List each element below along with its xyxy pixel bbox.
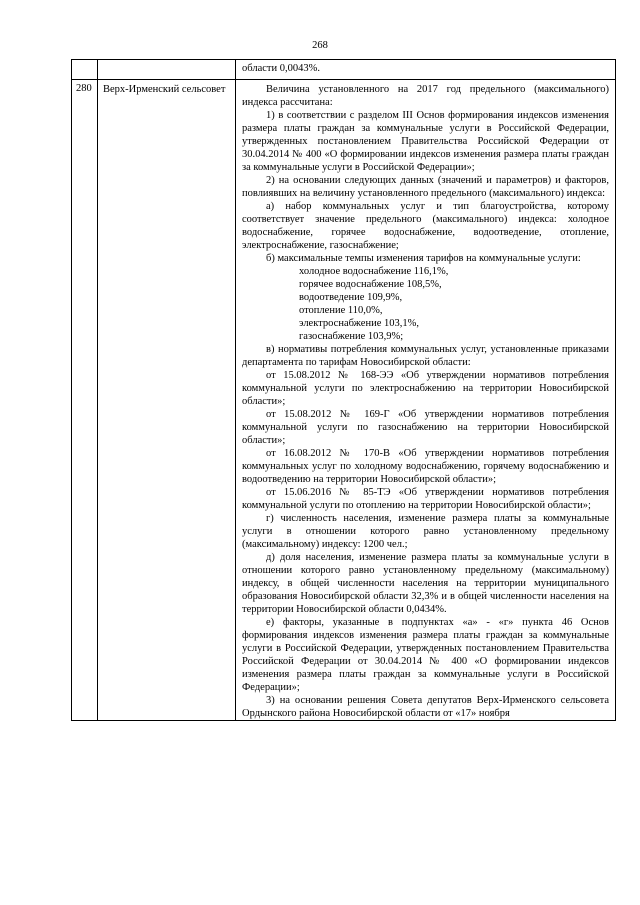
tariff-list-item: горячее водоснабжение 108,5%, bbox=[299, 279, 442, 290]
content-cell bbox=[236, 80, 616, 721]
content-paragraph: в) нормативы потребления коммунальных услуг, установленные приказами департамента по тарифам Новосибирской области: bbox=[242, 344, 609, 368]
settlement-cell: Верх-Ирменский сельсовет bbox=[98, 80, 236, 721]
tariff-list-item: холодное водоснабжение 116,1%, bbox=[299, 266, 449, 277]
content-paragraph: от 15.06.2016 № 85-ТЭ «Об утверждении нормативов потребления коммунальной услуги по отоплению на территории Новосибирской области»; bbox=[242, 487, 609, 511]
content-paragraph: от 15.08.2012 № 168-ЭЭ «Об утверждении нормативов потребления коммунальной услуги по электроснабжению на территории Новосибирской области»; bbox=[242, 370, 609, 407]
content-paragraph: 1) в соответствии с разделом III Основ формирования индексов изменения размера платы граждан за коммунальные услуги в Российской Федерации, утвержденных постановлением Правительства Российской Федерации от 30.04.2014 № 400 «О формировании индексов изменения размера платы граждан за коммунальные услуги в Российской Федерации»; bbox=[242, 110, 609, 173]
content-paragraph: 2) на основании следующих данных (значений и параметров) и факторов, повлиявших на величину установленного предельного (максимального) индекса: bbox=[242, 175, 609, 199]
content-cell bbox=[236, 60, 616, 80]
content-paragraph: а) набор коммунальных услуг и тип благоустройства, которому соответствует значение предельного (максимального) индекса: холодное водоснабжение, горячее водоснабжение, водоотведение, отопление, электроснабжение, газоснабжение; bbox=[242, 201, 609, 251]
tariff-list-item: отопление 110,0%, bbox=[299, 305, 383, 316]
content-paragraph: области 0,0043%. bbox=[242, 63, 320, 74]
content-paragraph: Величина установленного на 2017 год предельного (максимального) индекса рассчитана: bbox=[242, 84, 609, 108]
tariff-list-item: водоотведение 109,9%, bbox=[299, 292, 403, 303]
tariff-list-item: газоснабжение 103,9%; bbox=[299, 331, 404, 342]
settlement-cell bbox=[98, 60, 236, 80]
document-table bbox=[71, 59, 616, 721]
content-paragraph: 3) на основании решения Совета депутатов Верх-Ирменского сельсовета Ордынского района Новосибирской области от «17» ноября bbox=[242, 695, 609, 719]
content-paragraph: от 16.08.2012 № 170-В «Об утверждении нормативов потребления коммунальных услуг по холодному водоснабжению, горячему водоснабжению и водоотведению на территории Новосибирской области»; bbox=[242, 448, 609, 485]
content-paragraph: д) доля населения, изменение размера платы за коммунальные услуги в отношении которого равно установленному предельному (максимальному) индексу, в общей численности населения на территории муниципального образования Новосибирской области 32,3% и в общей численности населения на территории Новосибирской области 0,0434%. bbox=[242, 552, 609, 615]
content-paragraph: г) численность населения, изменение размера платы за коммунальные услуги в отношении которого равно установленному предельному (максимальному) индексу: 1200 чел.; bbox=[242, 513, 609, 550]
table-row bbox=[72, 80, 616, 721]
content-paragraph: е) факторы, указанные в подпунктах «а» - «г» пункта 46 Основ формирования индексов изменения размера платы граждан за коммунальные услуги в Российской Федерации, утвержденных постановлением Правительства Российской Федерации от 30.04.2014 № 400 «О формировании индексов изменения размера платы граждан за коммунальные услуги в Российской Федерации»; bbox=[242, 617, 609, 693]
content-paragraph: от 15.08.2012 № 169-Г «Об утверждении нормативов потребления коммунальной услуги по газоснабжению на территории Новосибирской области»; bbox=[242, 409, 609, 446]
row-number-cell: 280 bbox=[72, 80, 98, 721]
row-number-cell bbox=[72, 60, 98, 80]
tariff-list-item: электроснабжение 103,1%, bbox=[299, 318, 419, 329]
content-paragraph: б) максимальные темпы изменения тарифов на коммунальные услуги: bbox=[266, 253, 581, 264]
page-number: 268 bbox=[312, 40, 328, 51]
table-row bbox=[72, 60, 616, 80]
